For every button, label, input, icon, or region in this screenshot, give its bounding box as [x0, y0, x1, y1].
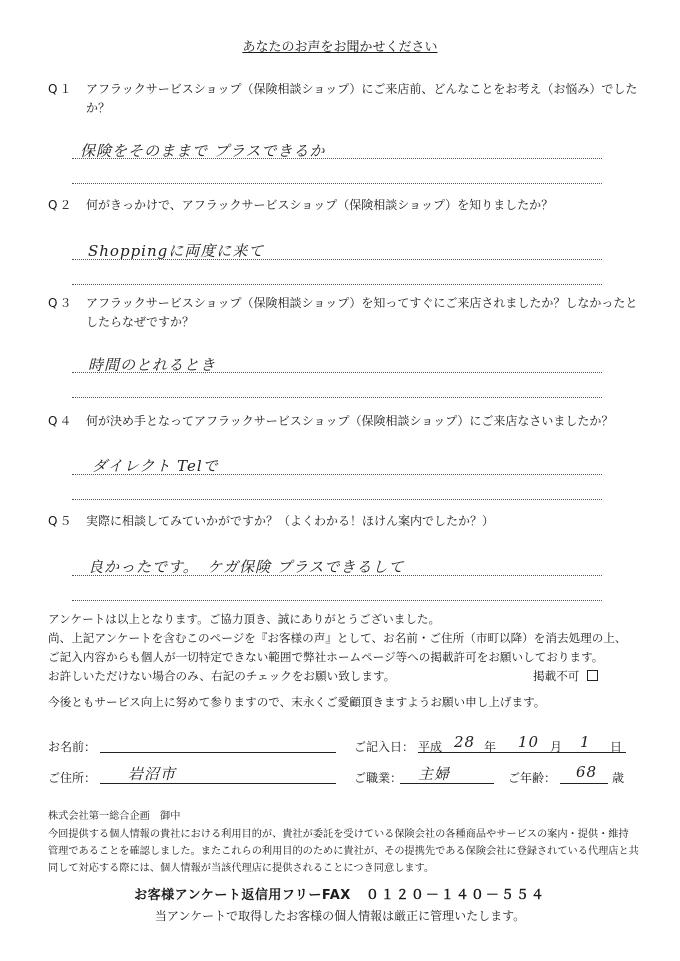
date-month-unit: 月: [550, 740, 563, 754]
closing-message: 今後ともサービス向上に努めて参りますので、末永くご愛顧頂きますようお願い申し上げます。: [48, 695, 546, 709]
q5-text: 実際に相談してみていかがですか？（よくわかる！ほけん案内でしたか？）: [86, 514, 495, 528]
q4-answer-line-1: [72, 474, 602, 475]
q3-answer[interactable]: 時間のとれるとき: [88, 356, 217, 374]
page-title: あなたのお声をお聞かせください: [242, 40, 438, 55]
notice-publish-line: 尚、上記アンケートを含むこのページを『お客様の声』として、お名前・ご住所（市町以降）を消去処理の上、: [48, 631, 627, 645]
q1-answer-line-2: [72, 183, 602, 184]
q2-text: 何がきっかけで、アフラックサービスショップ（保険相談ショップ）を知りましたか？: [86, 198, 554, 212]
no-publish-checkbox[interactable]: [587, 670, 598, 681]
date-day-unit: 日: [610, 740, 623, 754]
date-month[interactable]: 10: [518, 733, 540, 751]
date-year-unit: 年: [484, 740, 497, 754]
date-era: 平成: [418, 740, 443, 754]
notice-check-request: お許しいただけない場合のみ、右記のチェックをお願い致します。: [48, 669, 396, 683]
q4-text: 何が決め手となってアフラックサービスショップ（保険相談ショップ）にご来店なさいましたか？: [86, 414, 614, 428]
fax-label: お客様アンケート返信用フリーFAX: [134, 888, 351, 903]
q1-number: Q１: [48, 82, 74, 96]
address-field-line: [100, 783, 336, 784]
q2-answer-line-1: [72, 259, 602, 260]
q4-answer-line-2: [72, 499, 602, 500]
q3-text: アフラックサービスショップ（保険相談ショップ）を知ってすぐにご来店されましたか？しなかったとしたらなぜですか？: [86, 296, 638, 329]
q5-number: Q５: [48, 514, 74, 528]
address-field[interactable]: 岩沼市: [128, 765, 177, 783]
company-name: 株式会社第一総合企画 御中: [48, 811, 181, 822]
occupation-label: ご職業：: [354, 771, 403, 785]
no-publish-label: 掲載不可: [533, 669, 580, 683]
q1-answer-line-1: [72, 158, 602, 159]
occupation-field[interactable]: 主婦: [418, 765, 451, 783]
q1-answer[interactable]: 保険をそのままで プラスできるか: [80, 142, 326, 160]
age-field[interactable]: 68: [576, 763, 598, 781]
q2-answer[interactable]: Shoppingに両度に来て: [88, 242, 265, 260]
age-label: ご年齢：: [508, 771, 557, 785]
no-publish-option[interactable]: [533, 667, 598, 686]
occupation-field-line: [400, 783, 494, 784]
notice-thanks: アンケートは以上となります。ご協力頂き、誠にありがとうございました。: [48, 612, 441, 626]
notice-permission-line: ご記入内容からも個人が一切特定できない範囲で弊社ホームページ等への掲載許可をお願いしております。: [48, 650, 604, 664]
q5-answer-line-2: [72, 600, 602, 601]
age-field-line: [560, 783, 608, 784]
name-label: お名前：: [48, 740, 97, 754]
address-label: ご住所：: [48, 771, 97, 785]
q2-answer-line-2: [72, 284, 602, 285]
q5-answer-line-1: [72, 575, 602, 576]
fax-line: [0, 884, 680, 903]
privacy-footer: 当アンケートで取得したお客様の個人情報は厳正に管理いたします。: [154, 909, 526, 923]
name-field-line: [100, 752, 336, 753]
q5-answer[interactable]: 良かったです。 ケガ保険 プラスできるして: [88, 558, 405, 576]
q4-answer[interactable]: ダイレクト Telで: [92, 457, 219, 475]
date-field-line: [418, 752, 626, 753]
q3-answer-line-1: [72, 372, 602, 373]
q3-number: Q３: [48, 296, 74, 310]
q4-number: Q４: [48, 414, 74, 428]
fax-number[interactable]: ０１２０－１４０－５５４: [365, 888, 546, 903]
q1-text: アフラックサービスショップ（保険相談ショップ）にご来店前、どんなことをお考え（お悩み）でしたか？: [86, 82, 638, 115]
age-unit: 歳: [612, 771, 625, 785]
privacy-text-3: 同して対応する際には、個人情報が当該代理店に提供されることにつき同意します。: [48, 863, 435, 874]
date-day[interactable]: 1: [580, 733, 591, 751]
date-year[interactable]: 28: [454, 733, 476, 751]
q3-answer-line-2: [72, 397, 602, 398]
date-label: ご記入日：: [354, 740, 415, 754]
privacy-text-1: 今回提供する個人情報の貴社における利用目的が、貴社が委託を受けている保険会社の各種商品やサービスの案内・提供・維持: [48, 829, 629, 840]
q2-number: Q２: [48, 198, 74, 212]
privacy-text-2: 管理であることを確認しました。またこれらの利用目的のために貴社が、その提携先である保険会社に登録されている代理店と共: [48, 846, 639, 857]
